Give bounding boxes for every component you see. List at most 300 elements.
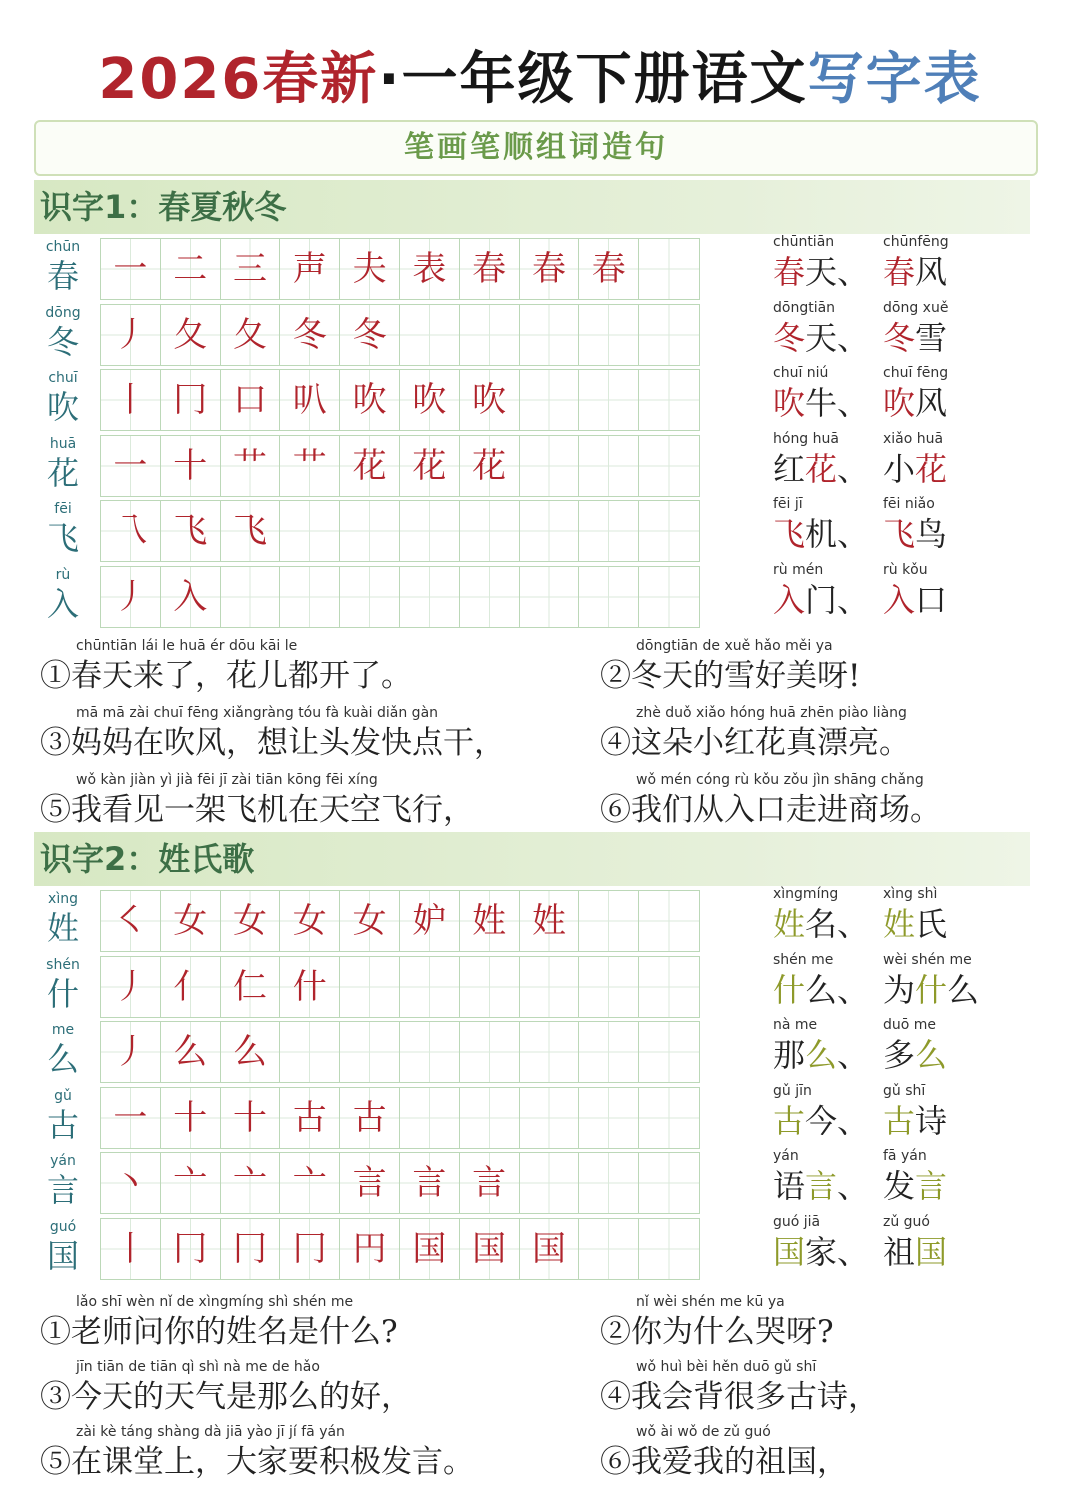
- example-sentence: [40, 703, 510, 767]
- stroke-grid: [100, 956, 700, 1018]
- stroke-step-cell: 什: [280, 957, 340, 1017]
- word-separator: 、: [837, 1101, 870, 1140]
- empty-grid-cell: [520, 370, 580, 430]
- word-item: [883, 298, 948, 358]
- word-chars: [773, 514, 869, 554]
- word-pinyin: fēi niǎo: [883, 496, 935, 512]
- empty-grid-cell: [280, 567, 340, 627]
- example-sentence: [600, 1422, 1070, 1486]
- char-glyph: 飞: [46, 519, 79, 557]
- stroke-step-cell: 吹: [340, 370, 400, 430]
- sentence-pinyin: wǒ ài wǒ de zǔ guó: [636, 1424, 771, 1440]
- word-char-a: 飞: [883, 515, 916, 553]
- word-separator: 、: [837, 970, 870, 1009]
- stroke-step-cell: ㇛: [101, 891, 161, 951]
- sentence-pinyin: wǒ kàn jiàn yì jià fēi jī zài tiān kōng fēi xíng: [76, 772, 378, 788]
- word-char-b: 风: [915, 253, 948, 291]
- empty-grid-cell: [639, 1219, 699, 1279]
- empty-grid-cell: [460, 957, 520, 1017]
- word-chars: [773, 970, 869, 1010]
- empty-grid-cell: [460, 1022, 520, 1082]
- stroke-grid: [100, 238, 700, 300]
- char-label: [38, 1087, 88, 1149]
- stroke-step-cell: 二: [161, 239, 221, 299]
- word-item: [883, 1212, 947, 1272]
- word-char-b: 么: [915, 1036, 948, 1074]
- example-sentence: [600, 770, 1070, 834]
- stroke-step-cell: 亠: [280, 1153, 340, 1213]
- word-char-b: 雪: [915, 318, 948, 357]
- stroke-step-cell: 冂: [161, 1219, 221, 1279]
- word-group: [773, 494, 1013, 560]
- empty-grid-cell: [520, 1088, 580, 1148]
- stroke-step-cell: 声: [280, 239, 340, 299]
- word-char-a: 入: [883, 580, 916, 619]
- word-prefix: 为: [883, 970, 916, 1009]
- stroke-step-cell: 夂: [161, 305, 221, 365]
- empty-grid-cell: [400, 567, 460, 627]
- word-char-a: 国: [773, 1232, 806, 1271]
- word-pinyin: chuī fēng: [883, 365, 949, 381]
- word-char-a: 什: [915, 970, 948, 1009]
- stroke-step-cell: 丿: [101, 305, 161, 365]
- word-char-a: 古: [773, 1101, 806, 1140]
- char-pinyin: xìng: [48, 891, 78, 907]
- word-char-b: 机: [805, 515, 838, 553]
- char-glyph: 国: [46, 1236, 79, 1275]
- stroke-step-cell: 三: [221, 239, 281, 299]
- empty-grid-cell: [520, 436, 580, 496]
- stroke-grid: [100, 1021, 700, 1083]
- word-pinyin: gǔ shī: [883, 1082, 926, 1099]
- empty-grid-cell: [340, 1022, 400, 1082]
- empty-grid-cell: [639, 436, 699, 496]
- word-char-b: 言: [915, 1167, 948, 1205]
- word-chars: [773, 1035, 869, 1075]
- char-glyph: 冬: [46, 322, 79, 361]
- stroke-step-cell: 吹: [460, 370, 520, 430]
- stroke-step-cell: 国: [460, 1219, 520, 1279]
- stroke-step-cell: 么: [221, 1022, 281, 1082]
- empty-grid-cell: [400, 501, 460, 561]
- stroke-step-cell: 姓: [520, 891, 580, 951]
- stroke-step-cell: 女: [161, 891, 221, 951]
- char-glyph: 入: [46, 584, 79, 623]
- stroke-grid: [100, 304, 700, 366]
- section1-heading: 识字1：春夏秋冬: [34, 180, 1030, 234]
- stroke-step-cell: 十: [161, 1088, 221, 1148]
- word-group: [773, 1015, 1013, 1081]
- char-glyph: 言: [46, 1171, 79, 1209]
- empty-grid-cell: [639, 501, 699, 561]
- example-sentence: [600, 1357, 1070, 1421]
- word-char-a: 发: [883, 1167, 916, 1205]
- word-chars: [773, 383, 869, 423]
- word-pinyin: chuī niú: [773, 365, 829, 381]
- word-char-b: 今: [805, 1101, 838, 1140]
- stroke-step-cell: 飞: [161, 501, 221, 561]
- example-sentence: [600, 1292, 1070, 1356]
- char-pinyin: me: [51, 1022, 75, 1038]
- stroke-step-cell: 言: [400, 1153, 460, 1213]
- stroke-step-cell: 十: [161, 436, 221, 496]
- stroke-step-cell: 丨: [101, 1219, 161, 1279]
- empty-grid-cell: [639, 239, 699, 299]
- empty-grid-cell: [520, 305, 580, 365]
- word-separator: 、: [837, 253, 870, 291]
- empty-grid-cell: [639, 1153, 699, 1213]
- word-char-a: 飞: [773, 515, 806, 553]
- word-pinyin: shén me: [773, 951, 834, 968]
- empty-grid-cell: [280, 1022, 340, 1082]
- stroke-step-cell: 妒: [400, 891, 460, 951]
- word-chars: [773, 318, 869, 358]
- word-group: [773, 298, 1013, 364]
- word-item: [773, 298, 869, 358]
- empty-grid-cell: [520, 957, 580, 1017]
- word-chars: [773, 580, 869, 620]
- empty-grid-cell: [460, 1088, 520, 1148]
- word-char-b: 门: [805, 580, 838, 619]
- word-separator: 、: [837, 905, 870, 943]
- sentence-text: ③妈妈在吹风，想让头发快点干，: [40, 725, 505, 761]
- word-separator: 、: [837, 1167, 870, 1205]
- word-char-a: 冬: [773, 318, 806, 357]
- writing-row: [38, 299, 1038, 366]
- word-char-b: 么: [805, 1036, 838, 1074]
- word-char-b: 家: [805, 1232, 838, 1271]
- word-char-b: 花: [915, 449, 948, 488]
- stroke-step-cell: 亻: [161, 957, 221, 1017]
- stroke-grid: [100, 566, 700, 628]
- empty-grid-cell: [400, 957, 460, 1017]
- stroke-step-cell: 冂: [161, 370, 221, 430]
- char-label: [38, 1152, 88, 1214]
- sentence-pinyin: nǐ wèi shén me kū ya: [636, 1294, 785, 1310]
- word-pinyin: xìngmíng: [773, 886, 839, 902]
- char-label: [38, 238, 88, 300]
- empty-grid-cell: [520, 501, 580, 561]
- writing-row: [38, 234, 1038, 300]
- stroke-step-cell: 艹: [221, 436, 281, 496]
- word-pinyin: gǔ jīn: [773, 1082, 812, 1099]
- sentence-text: ③今天的天气是那么的好，: [40, 1379, 412, 1415]
- stroke-step-cell: 言: [340, 1153, 400, 1213]
- title-accent: 写字表: [807, 47, 982, 112]
- empty-grid-cell: [340, 501, 400, 561]
- word-separator: 、: [837, 515, 870, 553]
- stroke-step-cell: 吹: [400, 370, 460, 430]
- sentence-pinyin: chūntiān lái le huā ér dōu kāi le: [76, 638, 298, 654]
- word-chars: [773, 904, 869, 944]
- empty-grid-cell: [579, 1219, 639, 1279]
- word-char-b: 天: [805, 318, 838, 357]
- word-group: [773, 1212, 1013, 1278]
- word-group: [773, 560, 1013, 626]
- word-chars: [883, 449, 947, 489]
- word-item: [773, 1212, 869, 1272]
- writing-row: [38, 886, 1038, 952]
- word-chars: [883, 580, 947, 620]
- stroke-step-cell: 花: [460, 436, 520, 496]
- word-char-a: 小: [883, 449, 916, 488]
- word-item: [773, 884, 869, 944]
- word-group: [773, 232, 1013, 298]
- char-label: [38, 304, 88, 366]
- word-separator: 、: [837, 384, 870, 422]
- stroke-step-cell: 夫: [340, 239, 400, 299]
- word-group: [773, 950, 1013, 1016]
- stroke-step-cell: 古: [280, 1088, 340, 1148]
- section2-heading: 识字2：姓氏歌: [34, 832, 1030, 886]
- char-pinyin: guó: [49, 1218, 77, 1235]
- writing-row: [38, 951, 1038, 1018]
- sentence-pinyin: mā mā zài chuī fēng xiǎngràng tóu fà kuài diǎn gàn: [76, 705, 439, 721]
- word-chars: [773, 1101, 869, 1141]
- char-label: [38, 435, 88, 497]
- writing-row: [38, 365, 1038, 431]
- word-item: [773, 560, 869, 620]
- word-group: [773, 884, 1013, 950]
- char-label: [38, 566, 88, 628]
- char-label: [38, 369, 88, 431]
- sentence-pinyin: zhè duǒ xiǎo hóng huā zhēn piào liàng: [636, 705, 907, 721]
- word-chars: [773, 1232, 869, 1272]
- word-pinyin: nà me: [773, 1017, 818, 1033]
- writing-row: [38, 496, 1038, 562]
- word-char-b: 名: [805, 905, 838, 943]
- empty-grid-cell: [460, 501, 520, 561]
- word-item: [773, 232, 869, 292]
- stroke-step-cell: 入: [161, 567, 221, 627]
- stroke-step-cell: 亠: [221, 1153, 281, 1213]
- stroke-step-cell: 艹: [280, 436, 340, 496]
- word-item: [773, 1015, 869, 1075]
- word-item: [883, 1081, 947, 1141]
- word-char-a: 吹: [773, 384, 806, 422]
- writing-row: [38, 561, 1038, 628]
- sentence-text: ⑤在课堂上，大家要积极发言。: [40, 1444, 474, 1480]
- word-group: [773, 429, 1013, 495]
- empty-grid-cell: [400, 1088, 460, 1148]
- sentence-text: ①春天来了，花儿都开了。: [40, 658, 412, 694]
- word-char-b: 氏: [915, 905, 948, 943]
- word-item: [883, 363, 948, 423]
- word-char-a: 多: [883, 1036, 916, 1074]
- word-item: [883, 232, 949, 292]
- word-pinyin: xiǎo huā: [883, 430, 944, 447]
- empty-grid-cell: [579, 1022, 639, 1082]
- empty-grid-cell: [639, 370, 699, 430]
- char-label: [38, 1021, 88, 1083]
- stroke-step-cell: 姓: [460, 891, 520, 951]
- word-pinyin: dōngtiān: [773, 299, 836, 316]
- sentence-text: ②冬天的雪好美呀!: [600, 658, 861, 694]
- stroke-step-cell: 丨: [101, 370, 161, 430]
- word-char-b: 么: [947, 970, 980, 1009]
- empty-grid-cell: [579, 891, 639, 951]
- stroke-step-cell: 国: [400, 1219, 460, 1279]
- word-item: [773, 363, 869, 423]
- empty-grid-cell: [579, 501, 639, 561]
- word-group: [773, 1146, 1013, 1212]
- sentence-pinyin: wǒ mén cóng rù kǒu zǒu jìn shāng chǎng: [636, 772, 924, 788]
- word-chars: [883, 318, 948, 358]
- stroke-step-cell: 飞: [221, 501, 281, 561]
- word-chars: [883, 1101, 947, 1141]
- word-chars: [883, 904, 947, 944]
- stroke-step-cell: 円: [340, 1219, 400, 1279]
- word-item: [773, 429, 869, 489]
- stroke-step-cell: 口: [221, 370, 281, 430]
- word-chars: [773, 449, 869, 489]
- word-separator: 、: [837, 318, 870, 357]
- empty-grid-cell: [280, 501, 340, 561]
- stroke-step-cell: 么: [161, 1022, 221, 1082]
- char-glyph: 姓: [46, 909, 79, 947]
- word-char-b: 鸟: [915, 515, 948, 553]
- word-chars: [883, 514, 947, 554]
- stroke-step-cell: 丿: [101, 1022, 161, 1082]
- word-chars: [883, 970, 979, 1010]
- example-sentence: [600, 703, 1070, 767]
- empty-grid-cell: [639, 1088, 699, 1148]
- stroke-grid: [100, 369, 700, 431]
- word-item: [773, 1146, 869, 1206]
- writing-row: [38, 1017, 1038, 1083]
- word-char-b: 风: [915, 384, 948, 422]
- word-char-b: 诗: [915, 1101, 948, 1140]
- stroke-step-cell: 乁: [101, 501, 161, 561]
- word-separator: 、: [837, 1036, 870, 1074]
- sentence-text: ⑤我看见一架飞机在天空飞行，: [40, 792, 474, 828]
- char-glyph: 春: [46, 257, 79, 295]
- empty-grid-cell: [520, 1022, 580, 1082]
- word-char-b: 言: [805, 1167, 838, 1205]
- word-separator: 、: [837, 1232, 870, 1271]
- char-pinyin: gǔ: [54, 1087, 72, 1104]
- char-glyph: 什: [46, 974, 79, 1013]
- word-pinyin: fēi jī: [773, 496, 803, 512]
- stroke-step-cell: 女: [280, 891, 340, 951]
- title-main: ·一年级下册语文: [378, 47, 808, 112]
- word-pinyin: yán: [773, 1148, 799, 1164]
- word-chars: [773, 1166, 869, 1206]
- word-char-b: 牛: [805, 384, 838, 422]
- stroke-step-cell: 冂: [280, 1219, 340, 1279]
- word-item: [773, 950, 869, 1010]
- word-item: [773, 1081, 869, 1141]
- word-char-a: 吹: [883, 384, 916, 422]
- writing-row: [38, 1082, 1038, 1149]
- word-char-a: 那: [773, 1036, 806, 1074]
- word-pinyin: duō me: [883, 1017, 937, 1033]
- empty-grid-cell: [639, 957, 699, 1017]
- word-char-b: 国: [915, 1232, 948, 1271]
- sentence-text: ④我会背很多古诗，: [600, 1379, 879, 1415]
- stroke-step-cell: 古: [340, 1088, 400, 1148]
- word-char-a: 姓: [883, 905, 916, 943]
- title-year: 2026春新: [98, 47, 379, 112]
- word-pinyin: guó jiā: [773, 1213, 821, 1230]
- sentence-pinyin: wǒ huì bèi hěn duō gǔ shī: [636, 1359, 817, 1375]
- stroke-step-cell: 春: [579, 239, 639, 299]
- word-char-b: 天: [805, 253, 838, 291]
- word-pinyin: hóng huā: [773, 430, 839, 447]
- stroke-step-cell: 一: [101, 436, 161, 496]
- word-item: [883, 560, 947, 620]
- char-glyph: 吹: [46, 388, 79, 426]
- empty-grid-cell: [460, 305, 520, 365]
- word-item: [883, 1015, 947, 1075]
- empty-grid-cell: [639, 1022, 699, 1082]
- example-sentence: [40, 770, 510, 834]
- stroke-step-cell: 言: [460, 1153, 520, 1213]
- char-glyph: 古: [46, 1105, 79, 1144]
- word-item: [883, 950, 979, 1010]
- sentence-pinyin: dōngtiān de xuě hǎo měi ya: [636, 638, 833, 654]
- stroke-step-cell: 夂: [221, 305, 281, 365]
- sentence-text: ④这朵小红花真漂亮。: [600, 725, 910, 761]
- word-pinyin: wèi shén me: [883, 951, 972, 968]
- word-char-a: 入: [773, 580, 806, 619]
- word-char-a: 祖: [883, 1232, 916, 1271]
- stroke-step-cell: 叭: [280, 370, 340, 430]
- word-item: [883, 494, 947, 554]
- empty-grid-cell: [520, 1153, 580, 1213]
- word-char-a: 古: [883, 1101, 916, 1140]
- empty-grid-cell: [639, 305, 699, 365]
- word-chars: [883, 1035, 947, 1075]
- word-chars: [883, 1166, 947, 1206]
- stroke-step-cell: 仁: [221, 957, 281, 1017]
- stroke-step-cell: 丿: [101, 957, 161, 1017]
- stroke-step-cell: 一: [101, 239, 161, 299]
- stroke-step-cell: 花: [400, 436, 460, 496]
- stroke-step-cell: 国: [520, 1219, 580, 1279]
- writing-row: [38, 1213, 1038, 1280]
- char-label: [38, 1218, 88, 1280]
- writing-row: [38, 1148, 1038, 1214]
- word-char-a: 红: [773, 449, 806, 488]
- word-item: [883, 1146, 947, 1206]
- subtitle-bar: 笔画笔顺组词造句: [34, 120, 1038, 176]
- word-pinyin: xìng shì: [883, 886, 938, 902]
- empty-grid-cell: [579, 436, 639, 496]
- word-pinyin: rù mén: [773, 561, 824, 578]
- stroke-step-cell: 一: [101, 1088, 161, 1148]
- char-pinyin: fēi: [54, 501, 72, 517]
- empty-grid-cell: [460, 567, 520, 627]
- word-char-a: 春: [883, 253, 916, 291]
- stroke-step-cell: 春: [520, 239, 580, 299]
- example-sentence: [40, 1292, 510, 1356]
- char-glyph: 么: [46, 1040, 79, 1078]
- word-chars: [883, 383, 948, 423]
- writing-row: [38, 430, 1038, 497]
- stroke-step-cell: 花: [340, 436, 400, 496]
- stroke-grid: [100, 435, 700, 497]
- empty-grid-cell: [579, 957, 639, 1017]
- empty-grid-cell: [579, 1088, 639, 1148]
- empty-grid-cell: [221, 567, 281, 627]
- char-label: [38, 500, 88, 562]
- word-pinyin: chūntiān: [773, 234, 835, 250]
- char-label: [38, 890, 88, 952]
- sentence-pinyin: jīn tiān de tiān qì shì nà me de hǎo: [76, 1359, 320, 1375]
- page-title: [0, 40, 1080, 120]
- char-pinyin: huā: [49, 435, 77, 452]
